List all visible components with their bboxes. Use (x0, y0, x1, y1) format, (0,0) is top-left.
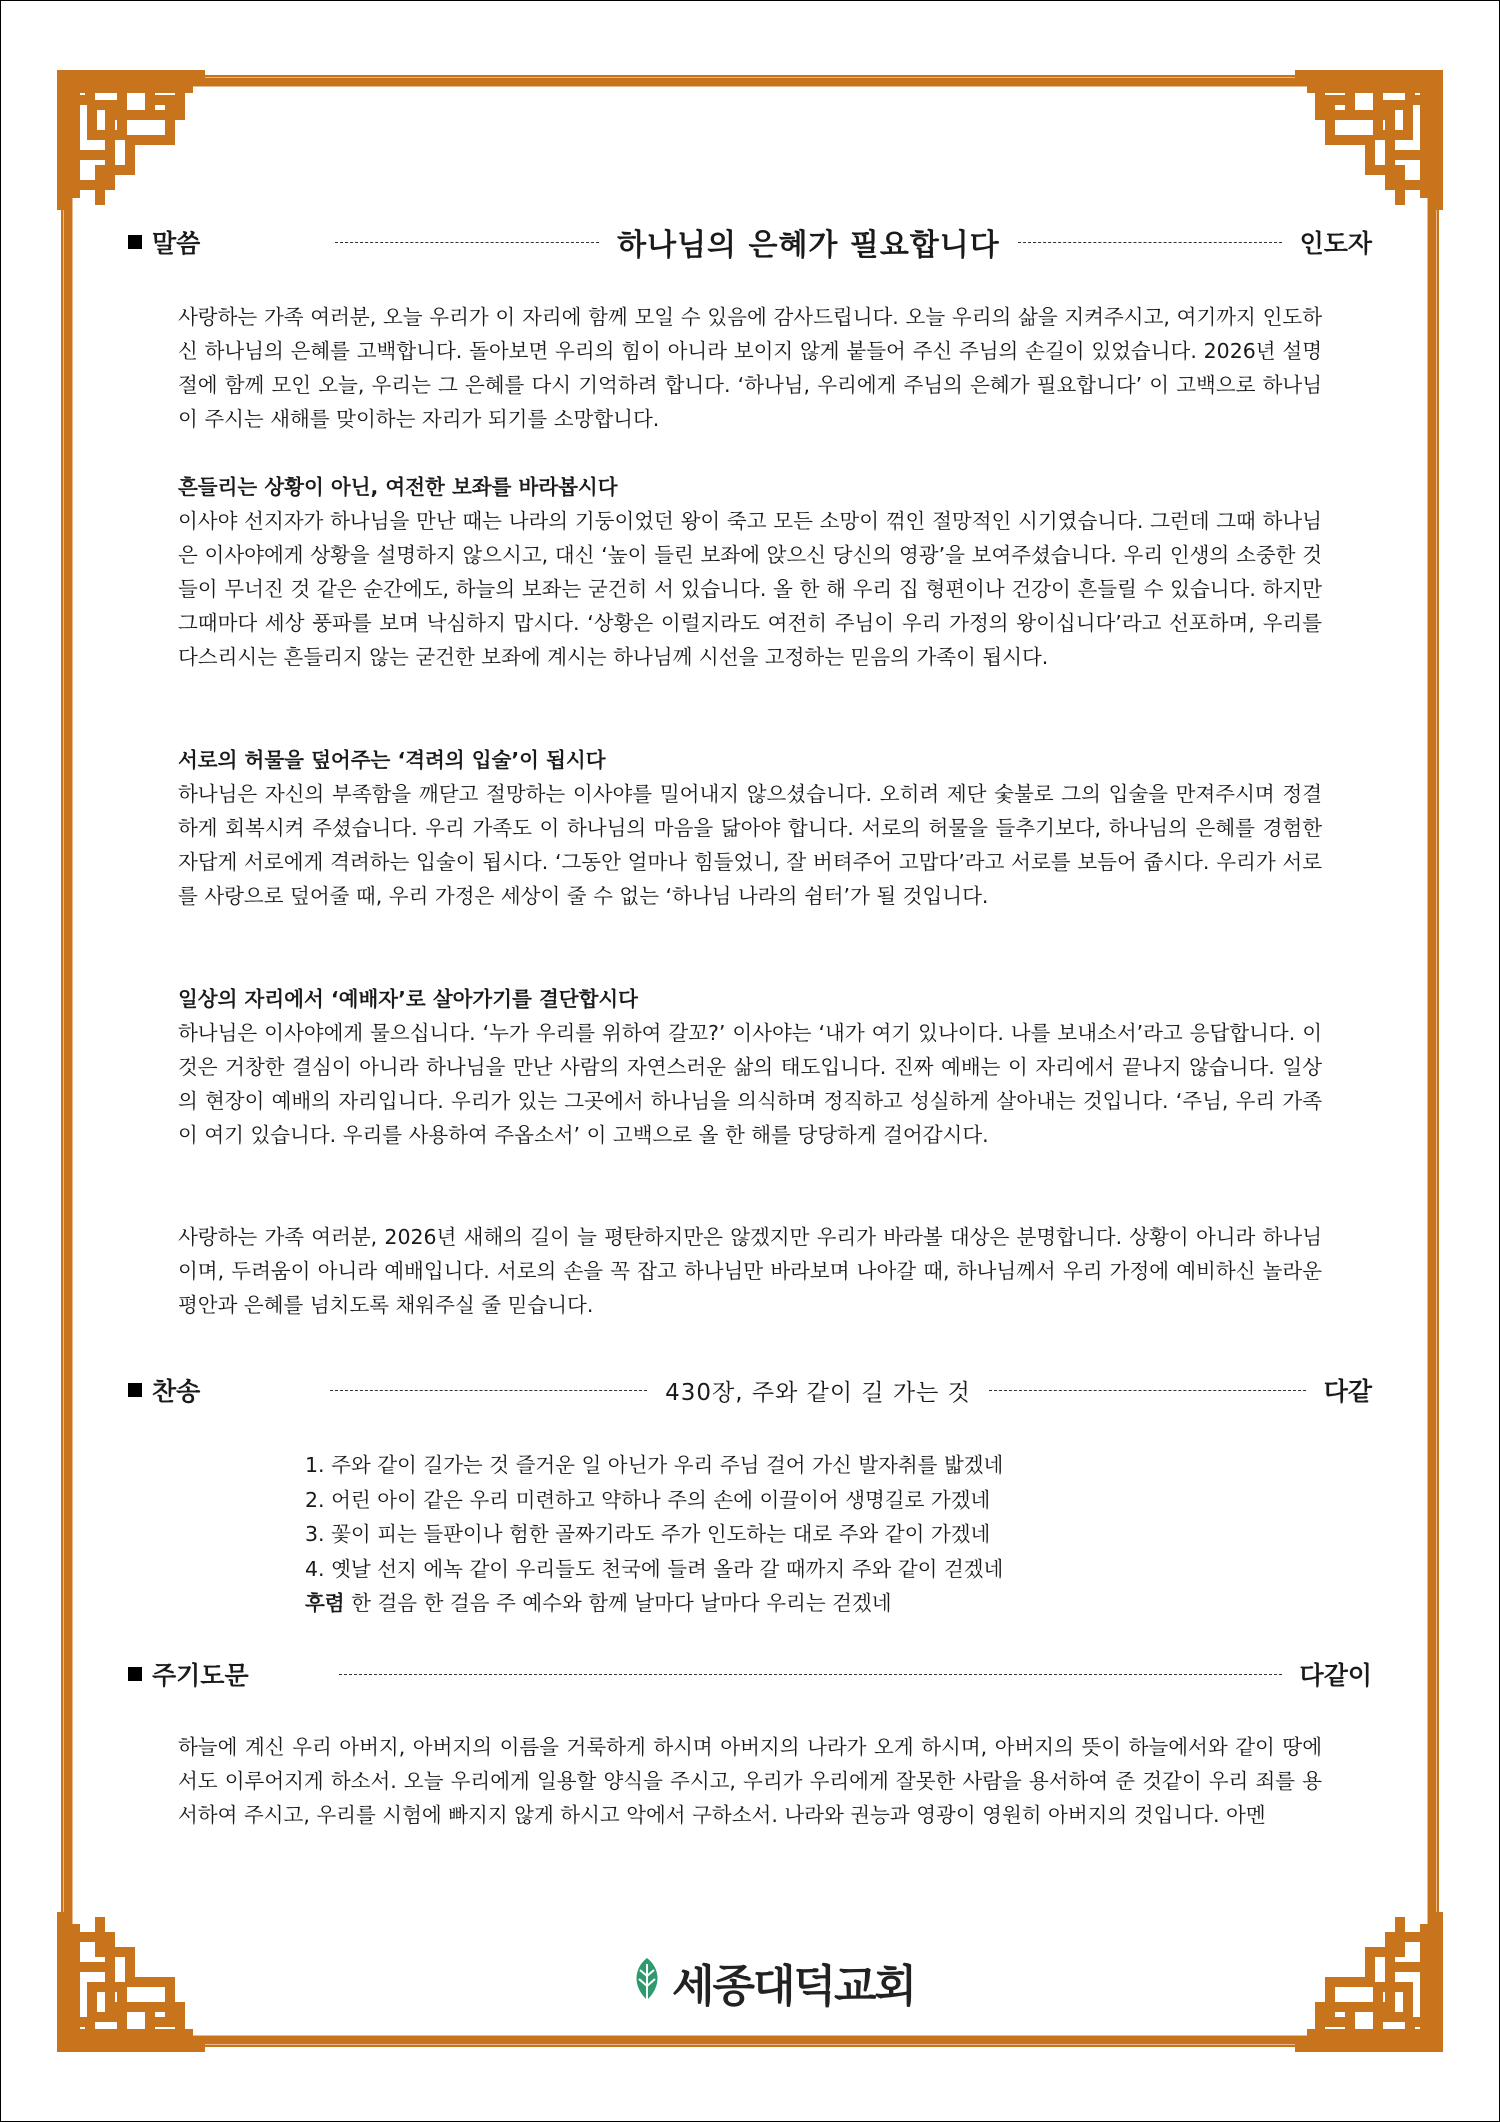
refrain-label: 후렴 (305, 1591, 345, 1615)
point-heading: 흔들리는 상황이 아닌, 여전한 보좌를 바라봅시다 (178, 475, 618, 499)
frame-corner-bottom-right (1300, 1917, 1438, 2047)
sermon-closing (178, 1220, 1322, 1322)
dashed-divider (335, 242, 599, 243)
hymn-verse: 1. 주와 같이 길가는 것 즐거운 일 아닌가 우리 주님 걸어 가신 발자취를 밟겠네 (305, 1453, 1004, 1477)
hymn-label: 찬송 (128, 1372, 200, 1408)
church-name: 세종대덕교회 (672, 1961, 916, 2012)
frame-corner-top-left (62, 75, 200, 205)
hymn-verse: 2. 어린 아이 같은 우리 미련하고 약하나 주의 손에 이끌이어 생명길로 가겠네 (305, 1487, 991, 1512)
point-heading: 일상의 자리에서 ‘예배자’로 살아가기를 결단합시다 (178, 987, 638, 1011)
hymn-refrain (305, 1586, 1205, 1621)
square-bullet-icon (128, 1667, 142, 1681)
prayer-paragraph: 하늘에 계신 우리 아버지, 아버지의 이름을 거룩하게 하시며 아버지의 나라가 오게 하시며, 아버지의 뜻이 하늘에서와 같이 땅에서도 이루어지게 하소서. 오늘 우리에게 일용할 양식을 주시고, 우리가 우리에게 잘못한 사람을 용서하여 준 것같이 우리 죄를 용서하여 주시고, 우리를 시험에 빠지지 않게 하시고 악에서 구하소서. 나라와 권능과 영광이 영원히 아버지의 것입니다. 아멘 (178, 1735, 1322, 1827)
closing-paragraph: 사랑하는 가족 여러분, 2026년 새해의 길이 늘 평탄하지만은 않겠지만 우리가 바라볼 대상은 분명합니다. 상황이 아니라 하나님이며, 두려움이 아니라 예배입니다. 서로의 손을 꼭 잡고 하나님만 바라보며 나아갈 때, 하나님께서 우리 가정에 예비하신 놀라운 평안과 은혜를 넘치도록 채워주실 줄 믿습니다. (178, 1225, 1322, 1317)
point-body: 하나님은 이사야에게 물으십니다. ‘누가 우리를 위하여 갈꼬?’ 이사야는 ‘내가 여기 있나이다. 나를 보내소서’라고 응답합니다. 이것은 거창한 결심이 아니라 하나님을 만난 사람의 자연스러운 삶의 태도입니다. 진짜 예배는 이 자리에서 끝나지 않습니다. 일상의 현장이 예배의 자리입니다. 우리가 있는 그곳에서 하나님을 의식하며 정직하고 성실하게 살아내는 것입니다. ‘주님, 우리 가족이 여기 있습니다. 우리를 사용하여 주옵소서’ 이 고백으로 올 한 해를 당당하게 걸어갑시다. (178, 1021, 1322, 1147)
point-body: 하나님은 자신의 부족함을 깨닫고 절망하는 이사야를 밀어내지 않으셨습니다. 오히려 제단 숯불로 그의 입술을 만져주시며 정결하게 회복시켜 주셨습니다. 우리 가족도 이 하나님의 마음을 닮아야 합니다. 서로의 허물을 들추기보다, 하나님의 은혜를 경험한 자답게 서로에게 격려하는 입술이 됩시다. ‘그동안 얼마나 힘들었니, 잘 버텨주어 고맙다’라고 서로를 보듬어 줍시다. 우리가 서로를 사랑으로 덮어줄 때, 우리 가정은 세상이 줄 수 없는 ‘하나님 나라의 쉼터’가 될 것입니다. (178, 782, 1322, 908)
frame-corner-top-right (1300, 75, 1438, 205)
square-bullet-icon (128, 1383, 142, 1397)
sermon-label: 말씀 (128, 224, 200, 260)
sermon-point-2 (178, 743, 1322, 913)
square-bullet-icon (128, 235, 142, 249)
dashed-divider (1018, 242, 1282, 243)
hymn-header (128, 1368, 1372, 1412)
hymn-verse: 4. 옛날 선지 에녹 같이 우리들도 천국에 들려 올라 갈 때까지 주와 같이 걷겠네 (305, 1556, 1004, 1581)
prayer-body (178, 1730, 1322, 1832)
dashed-divider (330, 1390, 647, 1391)
hymn-verse: 3. 꽃이 피는 들판이나 험한 골짜기라도 주가 인도하는 대로 주와 같이 가겠네 (305, 1522, 991, 1546)
prayer-label: 주기도문 (128, 1656, 249, 1692)
point-heading: 서로의 허물을 덮어주는 ‘격려의 입술’이 됩시다 (178, 748, 606, 772)
sermon-leader: 인도자 (1299, 229, 1373, 258)
dashed-divider (989, 1390, 1306, 1391)
frame-corner-bottom-left (62, 1917, 200, 2047)
leaf-icon (630, 1956, 664, 2008)
sermon-point-3 (178, 982, 1322, 1152)
dashed-divider (339, 1674, 1282, 1675)
point-body: 이사야 선지자가 하나님을 만난 때는 나라의 기둥이었던 왕이 죽고 모든 소망이 꺾인 절망적인 시기였습니다. 그런데 그때 하나님은 이사야에게 상황을 설명하지 않으시고, 대신 ‘높이 들린 보좌에 앉으신 당신의 영광’을 보여주셨습니다. 우리 인생의 소중한 것들이 무너진 것 같은 순간에도, 하늘의 보좌는 굳건히 서 있습니다. 올 한 해 우리 집 형편이나 건강이 흔들릴 수 있습니다. 하지만 그때마다 세상 풍파를 보며 낙심하지 맙시다. ‘상황은 이럴지라도 여전히 주님이 우리 가정의 왕이십니다’라고 선포하며, 우리를 다스리시는 흔들리지 않는 굳건한 보좌에 계시는 하나님께 시선을 고정하는 믿음의 가족이 됩시다. (178, 509, 1322, 669)
hymn-title: 430장, 주와 같이 길 가는 것 (665, 1379, 971, 1406)
hymn-verses (305, 1448, 1205, 1621)
hymn-leader: 다같 (1323, 1377, 1373, 1406)
sermon-intro (178, 300, 1322, 436)
sermon-header (128, 220, 1372, 264)
prayer-header (128, 1652, 1372, 1696)
sermon-title: 하나님의 은혜가 필요합니다 (617, 228, 1000, 263)
sermon-point-1 (178, 470, 1322, 674)
church-logo (630, 1950, 915, 2014)
refrain-text: 한 걸음 한 걸음 주 예수와 함께 날마다 날마다 우리는 걷겠네 (351, 1591, 892, 1615)
intro-paragraph: 사랑하는 가족 여러분, 오늘 우리가 이 자리에 함께 모일 수 있음에 감사드립니다. 오늘 우리의 삶을 지켜주시고, 여기까지 인도하신 하나님의 은혜를 고백합니다. 돌아보면 우리의 힘이 아니라 보이지 않게 붙들어 주신 주님의 손길이 있었습니다. 2026년 설명절에 함께 모인 오늘, 우리는 그 은혜를 다시 기억하려 합니다. ‘하나님, 우리에게 주님의 은혜가 필요합니다’ 이 고백으로 하나님이 주시는 새해를 맞이하는 자리가 되기를 소망합니다. (178, 305, 1322, 431)
prayer-leader: 다같이 (1299, 1661, 1372, 1690)
